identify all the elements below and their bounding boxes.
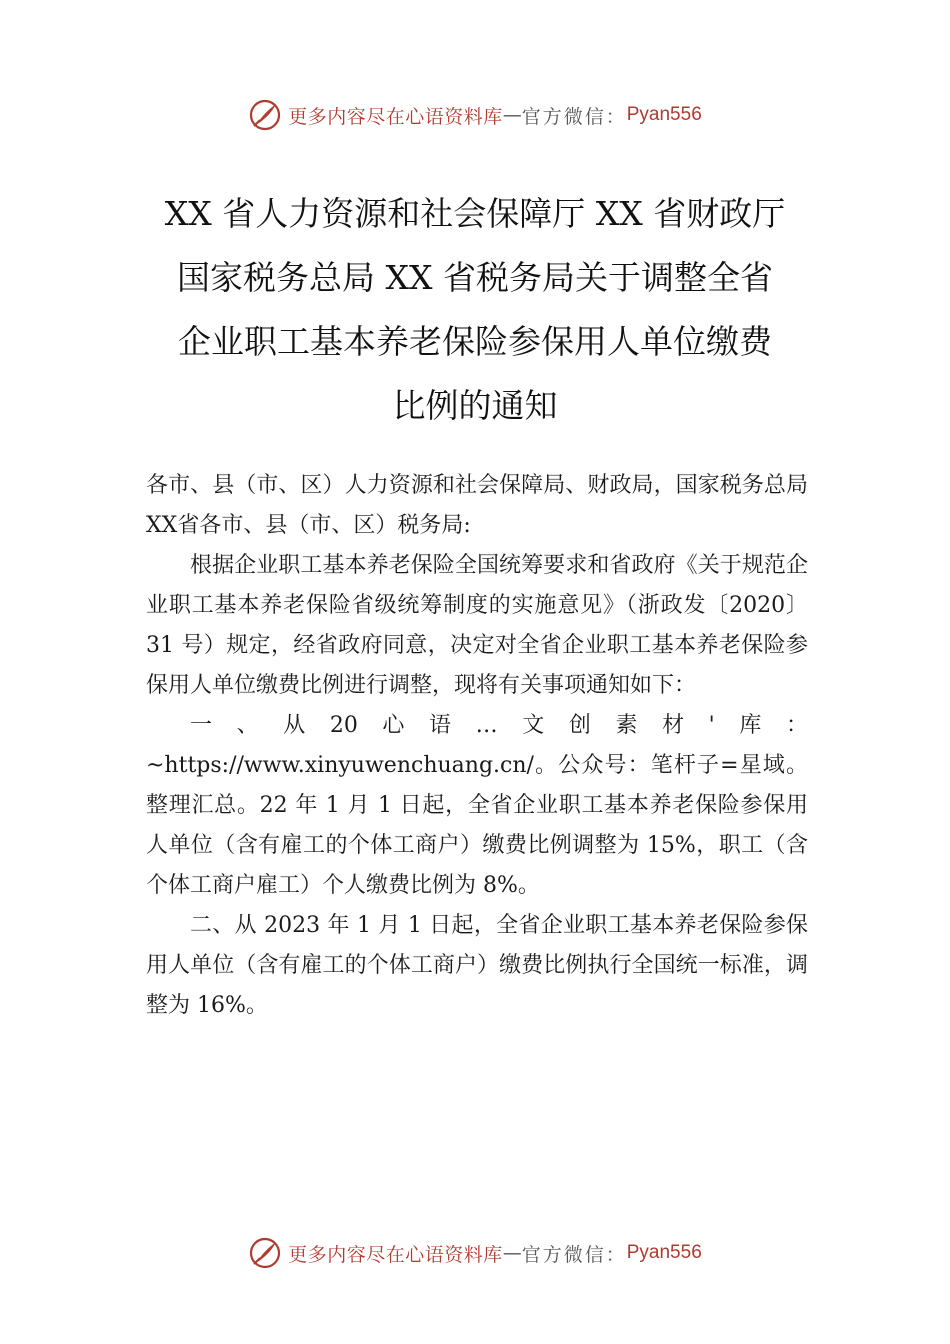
- item1-spaced-char: 心: [382, 713, 405, 738]
- item1-spaced-char: 语: [429, 713, 452, 738]
- quill-circle-icon: [248, 98, 282, 132]
- item1-spaced-char: 一: [190, 713, 213, 738]
- item1-spaced-char: 20: [329, 713, 358, 738]
- item1-spaced-char: 文: [522, 713, 545, 738]
- title-line-2: 国家税务总局 XX 省税务局关于调整全省: [177, 258, 773, 297]
- item1-spaced-char: …: [475, 713, 498, 738]
- item1-spaced-line: [146, 706, 808, 746]
- wechat-id: Pyan556: [626, 1242, 702, 1263]
- item1-spaced-char: 素: [615, 713, 638, 738]
- item1-spaced-char: 从: [283, 713, 306, 738]
- wechat-id: Pyan556: [626, 104, 702, 125]
- salutation-paragraph: 各市、县（市、区）人力资源和社会保障局、财政局，国家税务总局XX省各市、县（市、区）税务局:: [146, 473, 808, 538]
- wechat-label: 官方微信：: [521, 1243, 627, 1266]
- brand-text: 更多内容尽在心语资料库: [288, 105, 503, 128]
- brand-text: 更多内容尽在心语资料库: [288, 1243, 503, 1266]
- header-watermark-banner: [0, 95, 950, 135]
- item1-spaced-char: ': [708, 713, 715, 738]
- item2-paragraph: 二、从 2023 年 1 月 1 日起，全省企业职工基本养老保险参保用人单位（含有雇工的个体工商户）缴费比例执行全国统一标准，调整为 16%。: [146, 913, 808, 1018]
- item1-spaced-char: 、: [236, 713, 259, 738]
- item1-spaced-char: ：: [785, 713, 808, 738]
- item1-spaced-char: 库: [739, 713, 762, 738]
- wechat-label: 官方微信：: [521, 105, 627, 128]
- footer-watermark-banner: [0, 1233, 950, 1273]
- item1-paragraph: ~https://www.xinyuwenchuang.cn/。公众号：笔杆子=星域。整理汇总。22 年 1 月 1 日起，全省企业职工基本养老保险参保用人单位（含有雇工的个体工商户）缴费比例调整为 15%，职工（含个体工商户雇工）个人缴费比例为 8%。: [146, 753, 808, 898]
- title-line-1: XX 省人力资源和社会保障厅 XX 省财政厅: [164, 194, 786, 233]
- item1-spaced-char: 材: [662, 713, 685, 738]
- document-title: [120, 182, 830, 438]
- banner-separator: —: [502, 1242, 522, 1264]
- document-body: [146, 466, 808, 1026]
- title-line-3: 企业职工基本养老保险参保用人单位缴费: [178, 322, 772, 361]
- item1-spaced-char: 创: [568, 713, 591, 738]
- intro-paragraph: 根据企业职工基本养老保险全国统筹要求和省政府《关于规范企业职工基本养老保险省级统筹制度的实施意见》（浙政发〔2020〕31 号）规定，经省政府同意，决定对全省企业职工基本养老保险参保用人单位缴费比例进行调整，现将有关事项通知如下：: [146, 553, 808, 698]
- quill-circle-icon: [248, 1236, 282, 1270]
- title-line-4: 比例的通知: [392, 386, 558, 425]
- banner-separator: —: [502, 104, 522, 126]
